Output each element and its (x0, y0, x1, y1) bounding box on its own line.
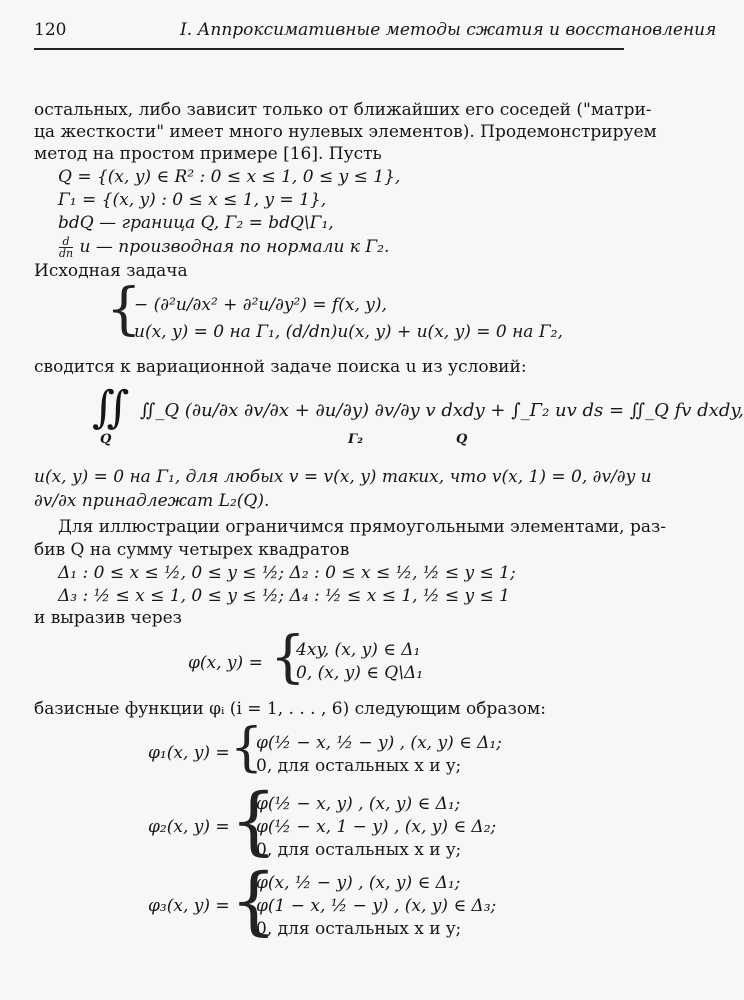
phi1-case: 0, для остальных x и y; (256, 756, 462, 776)
phi3-case: 0, для остальных x и y; (256, 919, 462, 939)
phi-case: 0, (x, y) ∈ Q\Δ₁ (296, 663, 424, 683)
left-brace-icon: { (230, 718, 264, 778)
left-brace-icon: { (270, 625, 306, 690)
condition-line: u(x, y) = 0 на Γ₁, для любых v = v(x, y) таких, что v(x, 1) = 0, ∂v/∂y и (34, 467, 652, 487)
left-brace-icon: { (230, 858, 278, 944)
paragraph-line: остальных, либо зависит только от ближайших его соседей ("матри- (34, 100, 652, 120)
phi2-lhs: φ₂(x, y) = (148, 817, 230, 837)
paragraph-line: Для иллюстрации ограничимся прямоугольными элементами, раз- (58, 517, 667, 537)
running-title: I. Аппроксимативные методы сжатия и восстановления (180, 20, 717, 40)
variational-equation: ∬_Q (∂u/∂x ∂v/∂x + ∂u/∂y) ∂v/∂y v dxdy + ∫_Γ₂ uv ds = ∬_Q fv dxdy, (140, 400, 744, 421)
integral-subscript-q: Q (100, 432, 112, 447)
phi1-lhs: φ₁(x, y) = (148, 743, 230, 763)
phi2-case: φ(½ − x, y) , (x, y) ∈ Δ₁; (256, 794, 461, 814)
paragraph-line: метод на простом примере [16]. Пусть (34, 144, 382, 164)
phi1-case: φ(½ − x, ½ − y) , (x, y) ∈ Δ₁; (256, 733, 502, 753)
phi3-case: φ(x, ½ − y) , (x, y) ∈ Δ₁; (256, 873, 461, 893)
square-definition: Δ₁ : 0 ≤ x ≤ ½, 0 ≤ y ≤ ½; Δ₂ : 0 ≤ x ≤ ½, ½ ≤ y ≤ 1; (58, 563, 516, 583)
paragraph-line: базисные функции φᵢ (i = 1, . . . , 6) следующим образом: (34, 699, 546, 719)
integral-subscript-gamma2: Γ₂ (348, 432, 363, 447)
d-dn-fraction: $\frac{d}{dn}$ (59, 235, 74, 260)
definition-q: Q = {(x, y) ∈ R² : 0 ≤ x ≤ 1, 0 ≤ y ≤ 1}, (58, 167, 401, 187)
left-brace-icon: { (230, 778, 278, 864)
integral-subscript-q: Q (456, 432, 468, 447)
system-equation-1: − (∂²u/∂x² + ∂²u/∂y²) = f(x, y), (134, 295, 387, 315)
page-number: 120 (34, 20, 67, 40)
definition-bdq: bdQ — граница Q, Γ₂ = bdQ\Γ₁, (58, 213, 334, 233)
phi2-case: φ(½ − x, 1 − y) , (x, y) ∈ Δ₂; (256, 817, 497, 837)
square-definition: Δ₃ : ½ ≤ x ≤ 1, 0 ≤ y ≤ ½; Δ₄ : ½ ≤ x ≤ 1, ½ ≤ y ≤ 1 (58, 586, 510, 606)
phi3-lhs: φ₃(x, y) = (148, 896, 230, 916)
paragraph-line: и выразив через (34, 608, 182, 628)
paragraph-line: сводится к вариационной задаче поиска u из условий: (34, 357, 527, 377)
paragraph-line: ца жесткости" имеет много нулевых элементов). Продемонстрируем (34, 122, 657, 142)
definition-gamma1: Γ₁ = {(x, y) : 0 ≤ x ≤ 1, y = 1}, (58, 190, 327, 210)
condition-line: ∂v/∂x принадлежат L₂(Q). (34, 491, 270, 511)
phi2-case: 0, для остальных x и y; (256, 840, 462, 860)
initial-task-label: Исходная задача (34, 261, 188, 281)
left-brace-icon: { (106, 277, 142, 342)
system-equation-2: u(x, y) = 0 на Γ₁, (d/dn)u(x, y) + u(x, y) = 0 на Γ₂, (134, 322, 563, 342)
phi-case: 4xy, (x, y) ∈ Δ₁ (296, 640, 421, 660)
definition-derivative (58, 236, 389, 259)
double-integral-icon: ∬ (92, 382, 130, 433)
paragraph-line: бив Q на сумму четырех квадратов (34, 540, 350, 560)
phi3-case: φ(1 − x, ½ − y) , (x, y) ∈ Δ₃; (256, 896, 497, 916)
definition-derivative-tail: u — производная по нормали к Γ₂. (79, 237, 390, 257)
header-rule (34, 48, 624, 50)
phi-lhs: φ(x, y) = (188, 653, 263, 673)
